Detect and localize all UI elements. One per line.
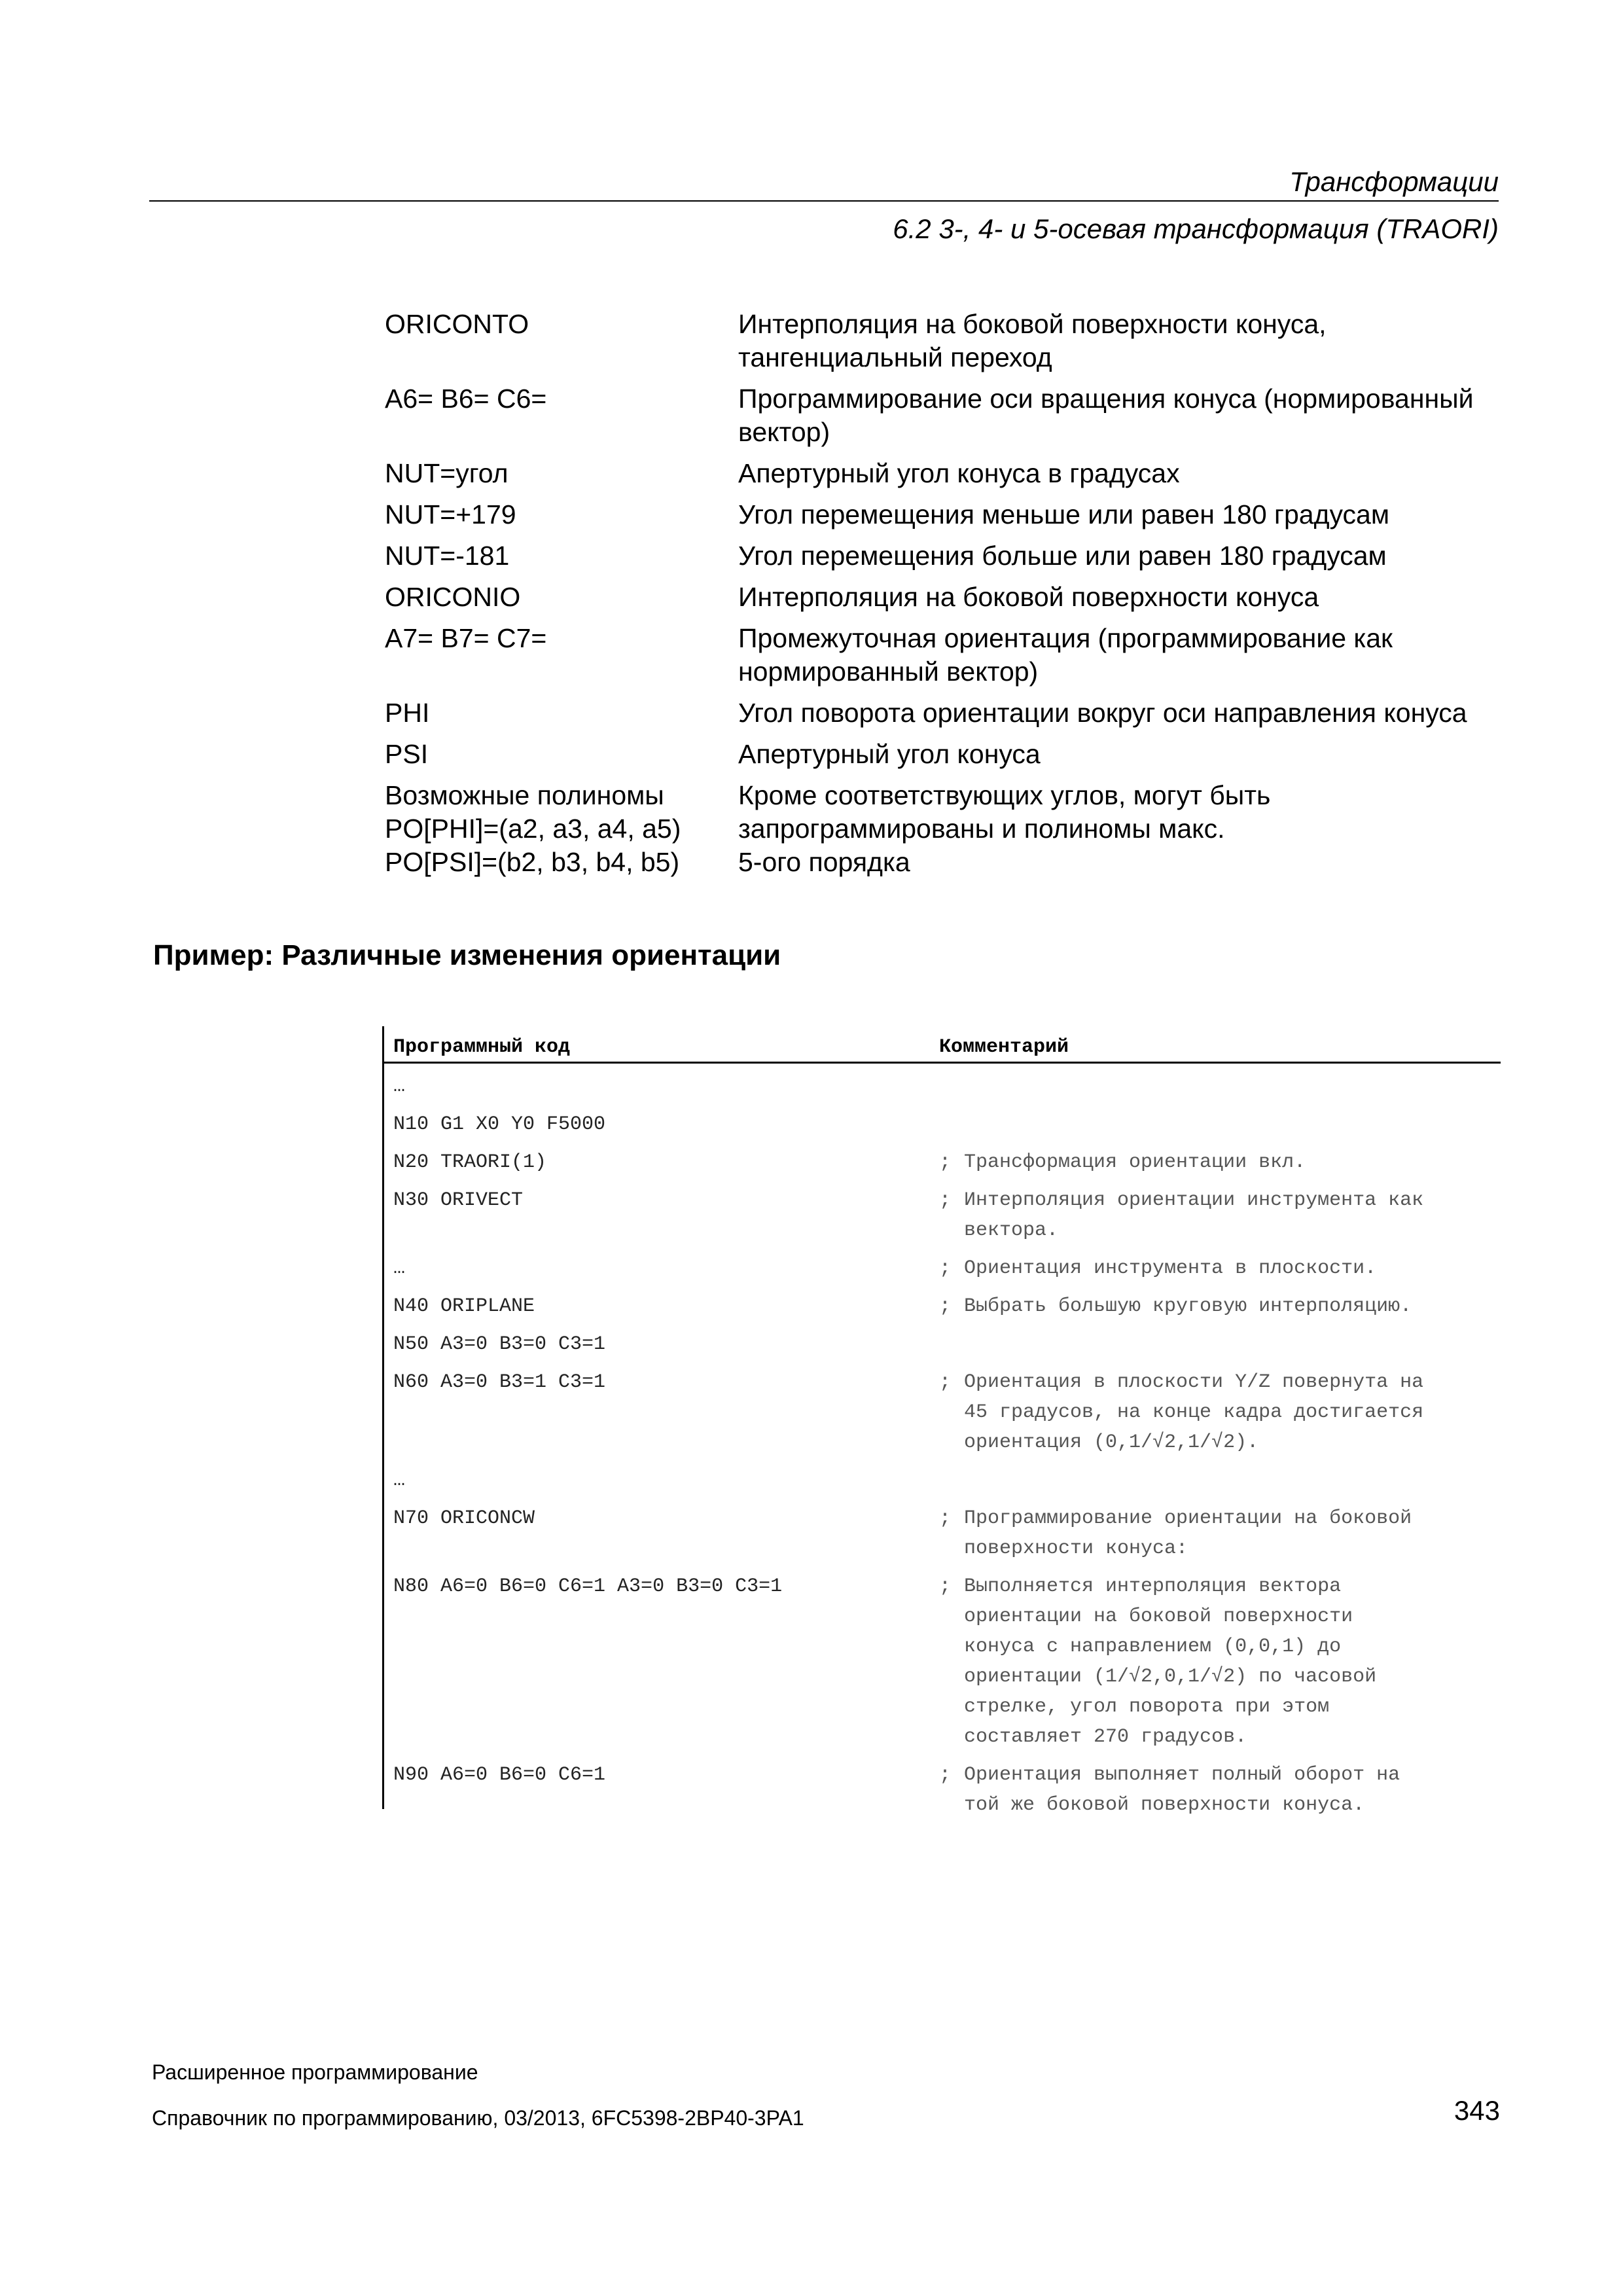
definition-row	[385, 539, 1510, 573]
comment-semicolon: ;	[939, 1507, 952, 1530]
definition-row	[385, 622, 1510, 689]
comment-text: Ориентация инструмента в плоскости.	[964, 1257, 1377, 1280]
code-line: N20 TRAORI(1)	[393, 1151, 547, 1174]
definition-term: PHI	[385, 698, 430, 728]
code-table-header	[384, 1026, 1501, 1064]
comment-text: Ориентация выполняет полный оборот на той же боковой поверхности конуса.	[964, 1764, 1400, 1816]
code-row	[384, 1291, 1501, 1321]
code-row	[384, 1329, 1501, 1359]
code-comment	[939, 1291, 1501, 1321]
code-comment	[939, 1760, 1501, 1820]
code-row	[384, 1760, 1501, 1820]
comment-semicolon	[939, 1465, 964, 1496]
definition-description: Апертурный угол конуса в градусах	[738, 458, 1180, 488]
code-row	[384, 1109, 1501, 1139]
code-comment	[939, 1185, 1501, 1246]
header-program-code: Программный код	[393, 1036, 571, 1058]
definition-description: Интерполяция на боковой поверхности конуса	[738, 582, 1319, 612]
header-comment: Комментарий	[939, 1036, 1069, 1058]
comment-semicolon	[939, 1071, 964, 1102]
comment-text	[964, 1071, 1501, 1102]
code-line: N90 A6=0 B6=0 C6=1	[393, 1764, 606, 1786]
code-comment	[939, 1329, 1501, 1359]
code-comment	[939, 1147, 1501, 1177]
comment-text: Выбрать большую круговую интерполяцию.	[964, 1295, 1412, 1318]
definition-term: NUT=угол	[385, 458, 508, 488]
definition-description: Угол перемещения меньше или равен 180 градусам	[738, 499, 1390, 529]
code-comment	[939, 1571, 1501, 1752]
code-row	[384, 1367, 1501, 1458]
code-line: N40 ORIPLANE	[393, 1295, 535, 1318]
code-line: N30 ORIVECT	[393, 1189, 524, 1211]
comment-text: Выполняется интерполяция вектора ориентации на боковой поверхности конуса с направлением (0,0,1) до ориентации (1/√2,0,1/√2) по часовой стрелке, угол поворота при этом составляет 270 градусов.	[964, 1575, 1377, 1748]
page-header	[149, 164, 1499, 247]
page-number: 343	[1454, 2095, 1500, 2126]
definition-term: ORICONIO	[385, 582, 521, 612]
code-comment	[939, 1503, 1501, 1564]
comment-semicolon: ;	[939, 1151, 952, 1174]
code-row	[384, 1465, 1501, 1496]
code-comment	[939, 1071, 1501, 1102]
definition-row	[385, 738, 1510, 771]
comment-text: Ориентация в плоскости Y/Z повернута на 45 градусов, на конце кадра достигается ориентация (0,1/√2,1/√2).	[964, 1371, 1424, 1454]
comment-semicolon: ;	[939, 1189, 952, 1211]
definition-description: Угол поворота ориентации вокруг оси направления конуса	[738, 698, 1467, 728]
definition-description: Программирование оси вращения конуса (нормированный вектор)	[738, 384, 1474, 447]
code-row	[384, 1185, 1501, 1246]
definition-row	[385, 308, 1510, 374]
definition-description: Кроме соответствующих углов, могут быть запрограммированы и полиномы макс. 5-ого порядка	[738, 780, 1271, 877]
page-footer	[152, 2058, 1500, 2132]
definition-row	[385, 779, 1510, 879]
code-line: N10 G1 X0 Y0 F5000	[393, 1113, 606, 1136]
code-line: N60 A3=0 B3=1 C3=1	[393, 1371, 606, 1393]
comment-text: Интерполяция ориентации инструмента как вектора.	[964, 1189, 1424, 1242]
definition-term: A6= B6= C6=	[385, 384, 547, 414]
code-line: …	[393, 1075, 406, 1098]
code-line: N80 A6=0 B6=0 C6=1 A3=0 B3=0 C3=1	[393, 1575, 783, 1598]
definition-term: NUT=+179	[385, 499, 516, 529]
comment-text	[964, 1329, 1501, 1359]
code-comment	[939, 1253, 1501, 1283]
code-line: …	[393, 1257, 406, 1280]
definition-description: Промежуточная ориентация (программирование как нормированный вектор)	[738, 623, 1393, 687]
comment-semicolon: ;	[939, 1764, 952, 1786]
definition-term: Возможные полиномы PO[PHI]=(a2, a3, a4, a5) PO[PSI]=(b2, b3, b4, b5)	[385, 780, 681, 877]
code-line: …	[393, 1469, 406, 1492]
definition-row	[385, 498, 1510, 531]
code-comment	[939, 1465, 1501, 1496]
code-line: N50 A3=0 B3=0 C3=1	[393, 1333, 606, 1355]
code-row	[384, 1571, 1501, 1752]
definition-row	[385, 581, 1510, 614]
code-comment	[939, 1109, 1501, 1139]
comment-text	[964, 1465, 1501, 1496]
code-line: N70 ORICONCW	[393, 1507, 535, 1530]
definition-row	[385, 382, 1510, 449]
comment-semicolon: ;	[939, 1371, 952, 1393]
definition-description: Апертурный угол конуса	[738, 739, 1041, 769]
comment-semicolon: ;	[939, 1295, 952, 1318]
code-row	[384, 1147, 1501, 1177]
definition-row	[385, 457, 1510, 490]
comment-semicolon	[939, 1109, 964, 1139]
definition-list	[385, 308, 1510, 887]
code-row	[384, 1503, 1501, 1564]
definition-description: Угол перемещения больше или равен 180 градусам	[738, 541, 1387, 571]
definition-term: NUT=-181	[385, 541, 510, 571]
comment-semicolon: ;	[939, 1575, 952, 1598]
example-heading: Пример: Различные изменения ориентации	[153, 939, 781, 971]
code-row	[384, 1071, 1501, 1102]
definition-term: ORICONTO	[385, 309, 529, 339]
comment-semicolon	[939, 1329, 964, 1359]
comment-text: Трансформация ориентации вкл.	[964, 1151, 1306, 1174]
comment-semicolon: ;	[939, 1257, 952, 1280]
chapter-title: Трансформации	[149, 164, 1499, 202]
section-title: 6.2 3-, 4- и 5-осевая трансформация (TRAORI)	[893, 213, 1499, 244]
definition-description: Интерполяция на боковой поверхности конуса, тангенциальный переход	[738, 309, 1327, 372]
definition-row	[385, 696, 1510, 730]
footer-manual-info: Справочник по программированию, 03/2013, 6FC5398-2BP40-3PA1	[152, 2106, 804, 2130]
code-row	[384, 1253, 1501, 1283]
definition-term: PSI	[385, 739, 429, 769]
comment-text: Программирование ориентации на боковой поверхности конуса:	[964, 1507, 1412, 1560]
code-comment	[939, 1367, 1501, 1458]
definition-term: A7= B7= C7=	[385, 623, 547, 653]
footer-book-title: Расширенное программирование	[152, 2060, 478, 2084]
comment-text	[964, 1109, 1501, 1139]
code-example-table	[382, 1026, 1501, 1816]
